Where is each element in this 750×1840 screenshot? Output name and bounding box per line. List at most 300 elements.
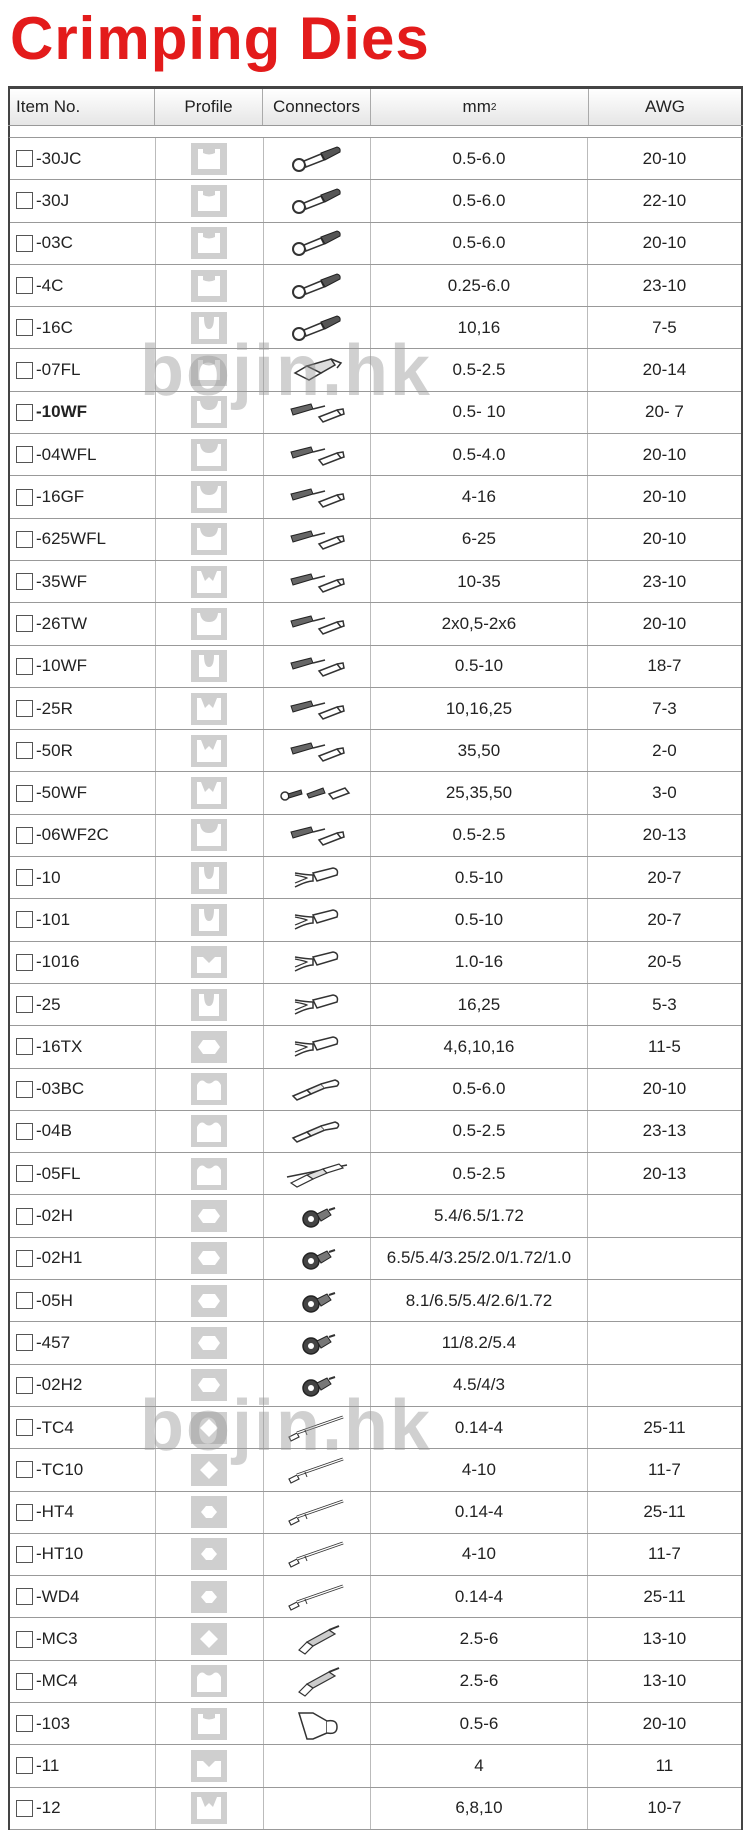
connector-fork-icon xyxy=(277,945,357,979)
awg-value: 23-10 xyxy=(642,571,687,591)
connector-cell xyxy=(264,265,371,306)
item-checkbox[interactable] xyxy=(16,573,33,590)
profile-double-v-icon xyxy=(191,1496,227,1528)
connector-cell xyxy=(264,772,371,813)
profile-u-tab-icon xyxy=(191,354,227,386)
item-number: -MC4 xyxy=(36,1671,78,1691)
table-row xyxy=(10,603,741,645)
connector-open-barrel-icon xyxy=(277,1114,357,1148)
profile-cell xyxy=(156,1153,263,1194)
connector-mc-pin-icon xyxy=(277,1664,357,1698)
profile-u-round-icon xyxy=(191,862,227,894)
mm2-value: 11/8.2/5.4 xyxy=(371,1322,588,1363)
mm2-value: 0.5-2.5 xyxy=(371,1111,588,1152)
profile-m-shape-icon xyxy=(191,1073,227,1105)
awg-value: 2-0 xyxy=(652,740,677,760)
item-cell xyxy=(10,899,156,940)
profile-cell xyxy=(156,1238,263,1279)
item-checkbox[interactable] xyxy=(16,658,33,675)
table-row xyxy=(10,1576,741,1618)
connector-butt-ferrule-icon xyxy=(277,565,357,599)
table-row xyxy=(10,1788,741,1830)
item-checkbox[interactable] xyxy=(16,1461,33,1478)
watermark: bojin.hk xyxy=(140,331,432,411)
item-number: -TC4 xyxy=(36,1417,74,1437)
item-checkbox[interactable] xyxy=(16,1631,33,1648)
item-number: -HT4 xyxy=(36,1502,74,1522)
item-cell xyxy=(10,1407,156,1448)
profile-u-wide-icon xyxy=(191,608,227,640)
table-row xyxy=(10,1365,741,1407)
connector-cell xyxy=(264,561,371,602)
item-number: -16TX xyxy=(36,1036,83,1056)
item-checkbox[interactable] xyxy=(16,1546,33,1563)
awg-value: 20-13 xyxy=(642,1163,687,1183)
mm2-value: 10-35 xyxy=(371,561,588,602)
profile-m-shape-icon xyxy=(191,1115,227,1147)
item-cell xyxy=(10,1661,156,1702)
connector-cell xyxy=(264,688,371,729)
profile-cell xyxy=(156,730,263,771)
awg-value: 13-10 xyxy=(642,1629,687,1649)
mm2-value: 0.5-10 xyxy=(371,646,588,687)
item-checkbox[interactable] xyxy=(16,235,33,252)
profile-cell xyxy=(156,1661,263,1702)
profile-cell xyxy=(156,138,263,179)
connector-butt-ferrule-icon xyxy=(277,522,357,556)
item-cell xyxy=(10,646,156,687)
item-number: -4C xyxy=(36,275,64,295)
item-checkbox[interactable] xyxy=(16,1504,33,1521)
connector-fork-icon xyxy=(277,903,357,937)
profile-cell xyxy=(156,646,263,687)
table-row xyxy=(10,223,741,265)
item-checkbox[interactable] xyxy=(16,954,33,971)
connector-cell xyxy=(264,603,371,644)
awg-value: 3-0 xyxy=(652,783,677,803)
connector-cell xyxy=(264,1111,371,1152)
mm2-value: 0.5- 10 xyxy=(371,392,588,433)
item-checkbox[interactable] xyxy=(16,996,33,1013)
profile-cell xyxy=(156,1195,263,1236)
connector-open-barrel-strip-icon xyxy=(277,1157,357,1191)
item-checkbox[interactable] xyxy=(16,489,33,506)
connector-cell xyxy=(264,1534,371,1575)
profile-cell xyxy=(156,603,263,644)
item-number: -101 xyxy=(36,909,71,929)
connector-butt-ferrule-icon xyxy=(277,734,357,768)
mm2-value: 0.5-10 xyxy=(371,857,588,898)
profile-u-round-icon xyxy=(191,650,227,682)
connector-cell xyxy=(264,434,371,475)
table-row xyxy=(10,476,741,518)
connector-cell xyxy=(264,138,371,179)
profile-u-tab-icon xyxy=(191,270,227,302)
item-checkbox[interactable] xyxy=(16,1673,33,1690)
table-body xyxy=(8,138,743,1830)
profile-v-flat-icon xyxy=(191,1750,227,1782)
connector-fork-icon xyxy=(277,861,357,895)
awg-value: 5-3 xyxy=(652,994,677,1014)
awg-value: 13-10 xyxy=(642,1671,687,1691)
table-row xyxy=(10,1111,741,1153)
connector-cell xyxy=(264,1322,371,1363)
item-checkbox[interactable] xyxy=(16,1377,33,1394)
table-row xyxy=(10,1661,741,1703)
profile-cell xyxy=(156,1322,263,1363)
item-number: -03C xyxy=(36,233,73,253)
profile-cell xyxy=(156,1576,263,1617)
mm2-value: 6.5/5.4/3.25/2.0/1.72/1.0 xyxy=(371,1238,588,1279)
profile-u-wide-icon xyxy=(191,523,227,555)
mm2-value: 0.5-2.5 xyxy=(371,349,588,390)
profile-u-tab-icon xyxy=(191,227,227,259)
table-row xyxy=(10,1407,741,1449)
connector-cell xyxy=(264,1026,371,1067)
connector-cell xyxy=(264,1492,371,1533)
table-row xyxy=(10,1153,741,1195)
awg-value: 20-13 xyxy=(642,825,687,845)
profile-hex-icon xyxy=(191,1200,227,1232)
header-profile: Profile xyxy=(155,89,263,125)
table-row xyxy=(10,392,741,434)
table-row xyxy=(10,1195,741,1237)
item-cell xyxy=(10,857,156,898)
item-cell xyxy=(10,1280,156,1321)
item-checkbox[interactable] xyxy=(16,615,33,632)
profile-cell xyxy=(156,942,263,983)
profile-cell xyxy=(156,1111,263,1152)
item-number: -MC3 xyxy=(36,1629,78,1649)
connector-cell xyxy=(264,307,371,348)
profile-m-shape-icon xyxy=(191,1665,227,1697)
item-checkbox[interactable] xyxy=(16,1165,33,1182)
table-row xyxy=(10,730,741,772)
awg-value: 20-10 xyxy=(642,1713,687,1733)
item-cell xyxy=(10,603,156,644)
profile-u-wide-icon xyxy=(191,396,227,428)
connector-cell xyxy=(264,1745,371,1786)
profile-v-flat-icon xyxy=(191,946,227,978)
connector-cell xyxy=(264,815,371,856)
awg-value: 25-11 xyxy=(643,1586,686,1606)
mm2-value: 5.4/6.5/1.72 xyxy=(371,1195,588,1236)
table-row xyxy=(10,815,741,857)
connector-cell xyxy=(264,857,371,898)
mm2-value: 25,35,50 xyxy=(371,772,588,813)
item-checkbox[interactable] xyxy=(16,1757,33,1774)
profile-w-shape-icon xyxy=(191,777,227,809)
mm2-value: 10,16 xyxy=(371,307,588,348)
connector-ring-lug-icon xyxy=(277,226,357,260)
mm2-value: 0.5-10 xyxy=(371,899,588,940)
mm2-value: 0.5-6.0 xyxy=(371,138,588,179)
header-connectors: Connectors xyxy=(263,89,371,125)
mm2-value: 0.5-6.0 xyxy=(371,223,588,264)
item-number: -50R xyxy=(36,740,73,760)
item-cell xyxy=(10,1703,156,1744)
item-number: -04WFL xyxy=(36,444,97,464)
connector-coax-icon xyxy=(277,1368,357,1402)
profile-cell xyxy=(156,434,263,475)
item-number: -10WF xyxy=(36,402,87,422)
item-checkbox[interactable] xyxy=(16,911,33,928)
item-cell xyxy=(10,730,156,771)
item-number: -TC10 xyxy=(36,1459,84,1479)
connector-cell xyxy=(264,1280,371,1321)
mm2-value: 4 xyxy=(371,1745,588,1786)
item-cell xyxy=(10,1111,156,1152)
awg-value: 23-13 xyxy=(642,1121,687,1141)
profile-cell xyxy=(156,180,263,221)
awg-value: 7-5 xyxy=(652,317,677,337)
table-row xyxy=(10,434,741,476)
item-checkbox[interactable] xyxy=(16,150,33,167)
item-checkbox[interactable] xyxy=(16,1588,33,1605)
connector-coax-icon xyxy=(277,1326,357,1360)
awg-value: 11 xyxy=(655,1755,674,1775)
awg-value: 20-5 xyxy=(647,952,682,972)
mm2-value: 16,25 xyxy=(371,984,588,1025)
table-row xyxy=(10,307,741,349)
mm2-value: 4-10 xyxy=(371,1449,588,1490)
profile-cell xyxy=(156,1280,263,1321)
item-number: -16C xyxy=(36,317,73,337)
awg-value: 20- 7 xyxy=(645,402,684,422)
item-cell xyxy=(10,1026,156,1067)
item-number: -35WF xyxy=(36,571,87,591)
mm2-value: 4-10 xyxy=(371,1534,588,1575)
profile-cell xyxy=(156,1534,263,1575)
item-cell xyxy=(10,1365,156,1406)
connector-ring-lug-icon xyxy=(277,142,357,176)
connector-cell xyxy=(264,1365,371,1406)
item-checkbox[interactable] xyxy=(16,404,33,421)
item-checkbox[interactable] xyxy=(16,1123,33,1140)
item-number: -16GF xyxy=(36,487,85,507)
header-mm2 xyxy=(371,89,589,125)
connector-cell xyxy=(264,349,371,390)
item-checkbox[interactable] xyxy=(16,869,33,886)
awg-value: 20-14 xyxy=(642,360,687,380)
profile-u-tab-icon xyxy=(191,1708,227,1740)
item-number: -03BC xyxy=(36,1079,85,1099)
item-cell xyxy=(10,1195,156,1236)
item-cell xyxy=(10,984,156,1025)
mm2-value: 35,50 xyxy=(371,730,588,771)
item-cell xyxy=(10,265,156,306)
awg-value xyxy=(588,1195,741,1236)
profile-cell xyxy=(156,392,263,433)
profile-cell xyxy=(156,1618,263,1659)
profile-m-shape-icon xyxy=(191,1158,227,1190)
item-cell xyxy=(10,1069,156,1110)
table-row xyxy=(10,899,741,941)
connector-pin-icon xyxy=(277,1580,357,1614)
connector-cell xyxy=(264,392,371,433)
item-checkbox[interactable] xyxy=(16,319,33,336)
item-number: -25R xyxy=(36,698,73,718)
connector-cell xyxy=(264,730,371,771)
mm2-value: 4-16 xyxy=(371,476,588,517)
header-gap xyxy=(8,126,743,138)
page-title: Crimping Dies xyxy=(10,5,430,72)
item-number: -06WF2C xyxy=(36,825,109,845)
connector-cell xyxy=(264,899,371,940)
item-cell xyxy=(10,942,156,983)
connector-ring-lug-icon xyxy=(277,269,357,303)
connector-cell xyxy=(264,1618,371,1659)
item-cell xyxy=(10,1576,156,1617)
profile-cell xyxy=(156,1492,263,1533)
item-cell xyxy=(10,688,156,729)
item-cell xyxy=(10,307,156,348)
mm2-value: 1.0-16 xyxy=(371,942,588,983)
profile-cell xyxy=(156,1407,263,1448)
mm2-value: 0.14-4 xyxy=(371,1407,588,1448)
connector-pin-icon xyxy=(277,1453,357,1487)
item-number: -12 xyxy=(36,1798,61,1818)
profile-cell xyxy=(156,476,263,517)
item-checkbox[interactable] xyxy=(16,1250,33,1267)
item-cell xyxy=(10,476,156,517)
item-checkbox[interactable] xyxy=(16,827,33,844)
table-row xyxy=(10,646,741,688)
connector-cell xyxy=(264,1153,371,1194)
profile-cell xyxy=(156,519,263,560)
awg-value xyxy=(588,1238,741,1279)
profile-diamond-icon xyxy=(191,1454,227,1486)
item-number: -02H2 xyxy=(36,1375,83,1395)
connector-cell xyxy=(264,519,371,560)
profile-cell xyxy=(156,1365,263,1406)
awg-value: 11-7 xyxy=(648,1459,681,1479)
connector-cap-icon xyxy=(277,1707,357,1741)
profile-cell xyxy=(156,1449,263,1490)
profile-double-v-icon xyxy=(191,1538,227,1570)
profile-hex-icon xyxy=(191,1369,227,1401)
mm2-value: 4,6,10,16 xyxy=(371,1026,588,1067)
profile-cell xyxy=(156,984,263,1025)
connector-pin-icon xyxy=(277,1411,357,1445)
header-item-no: Item No. xyxy=(8,89,155,125)
profile-hex-icon xyxy=(191,1327,227,1359)
mm2-value: 0.5-2.5 xyxy=(371,1153,588,1194)
connector-cell xyxy=(264,476,371,517)
awg-value: 25-11 xyxy=(643,1417,686,1437)
item-checkbox[interactable] xyxy=(16,1208,33,1225)
table-row xyxy=(10,984,741,1026)
item-checkbox[interactable] xyxy=(16,1715,33,1732)
connector-cell xyxy=(264,1195,371,1236)
item-checkbox[interactable] xyxy=(16,1292,33,1309)
awg-value: 20-10 xyxy=(642,233,687,253)
item-cell xyxy=(10,1322,156,1363)
table-row xyxy=(10,1534,741,1576)
profile-cell xyxy=(156,899,263,940)
awg-value: 20-10 xyxy=(642,487,687,507)
item-checkbox[interactable] xyxy=(16,1081,33,1098)
item-checkbox[interactable] xyxy=(16,1038,33,1055)
item-number: -04B xyxy=(36,1121,72,1141)
item-checkbox[interactable] xyxy=(16,192,33,209)
item-number: -10WF xyxy=(36,656,87,676)
mm2-value: 6,8,10 xyxy=(371,1788,588,1829)
connector-cell xyxy=(264,1407,371,1448)
table-row xyxy=(10,180,741,222)
table-row xyxy=(10,1745,741,1787)
item-checkbox[interactable] xyxy=(16,1800,33,1817)
item-cell xyxy=(10,1745,156,1786)
profile-u-round-icon xyxy=(191,989,227,1021)
connector-flag-icon xyxy=(277,353,357,387)
item-checkbox[interactable] xyxy=(16,362,33,379)
item-number: -05H xyxy=(36,1290,73,1310)
awg-value xyxy=(588,1280,741,1321)
item-number: -457 xyxy=(36,1332,71,1352)
item-cell xyxy=(10,561,156,602)
item-cell xyxy=(10,434,156,475)
awg-value: 11-5 xyxy=(648,1036,681,1056)
item-number: -625WFL xyxy=(36,529,106,549)
item-number: -11 xyxy=(36,1755,60,1775)
table-row xyxy=(10,772,741,814)
item-cell xyxy=(10,392,156,433)
connector-coax-icon xyxy=(277,1199,357,1233)
profile-u-round-icon xyxy=(191,312,227,344)
table-row xyxy=(10,1322,741,1364)
mm2-value: 8.1/6.5/5.4/2.6/1.72 xyxy=(371,1280,588,1321)
item-cell xyxy=(10,1618,156,1659)
item-checkbox[interactable] xyxy=(16,446,33,463)
profile-cell xyxy=(156,772,263,813)
connector-cell xyxy=(264,646,371,687)
table-row xyxy=(10,519,741,561)
item-checkbox[interactable] xyxy=(16,1419,33,1436)
profile-cell xyxy=(156,307,263,348)
item-checkbox[interactable] xyxy=(16,700,33,717)
mm2-value: 0.5-6.0 xyxy=(371,180,588,221)
mm2-value: 2.5-6 xyxy=(371,1618,588,1659)
table-row xyxy=(10,561,741,603)
connector-ring-lug-icon xyxy=(277,311,357,345)
connector-cell xyxy=(264,1576,371,1617)
profile-cell xyxy=(156,349,263,390)
connector-butt-ferrule-icon xyxy=(277,818,357,852)
item-checkbox[interactable] xyxy=(16,277,33,294)
profile-cell xyxy=(156,688,263,729)
item-cell xyxy=(10,180,156,221)
item-checkbox[interactable] xyxy=(16,742,33,759)
mm2-value: 0.5-2.5 xyxy=(371,815,588,856)
profile-w-shape-icon xyxy=(191,566,227,598)
item-checkbox[interactable] xyxy=(16,785,33,802)
profile-cell xyxy=(156,1069,263,1110)
connector-butt-ferrule-icon xyxy=(277,692,357,726)
item-cell xyxy=(10,1238,156,1279)
header-mm-sup: 2 xyxy=(490,101,497,113)
profile-cell xyxy=(156,1703,263,1744)
connector-cell xyxy=(264,1449,371,1490)
profile-u-tab-icon xyxy=(191,143,227,175)
item-checkbox[interactable] xyxy=(16,1334,33,1351)
item-checkbox[interactable] xyxy=(16,531,33,548)
awg-value: 20-10 xyxy=(642,444,687,464)
profile-diamond-icon xyxy=(191,1412,227,1444)
item-cell xyxy=(10,223,156,264)
mm2-value: 0.5-4.0 xyxy=(371,434,588,475)
mm2-value: 4.5/4/3 xyxy=(371,1365,588,1406)
